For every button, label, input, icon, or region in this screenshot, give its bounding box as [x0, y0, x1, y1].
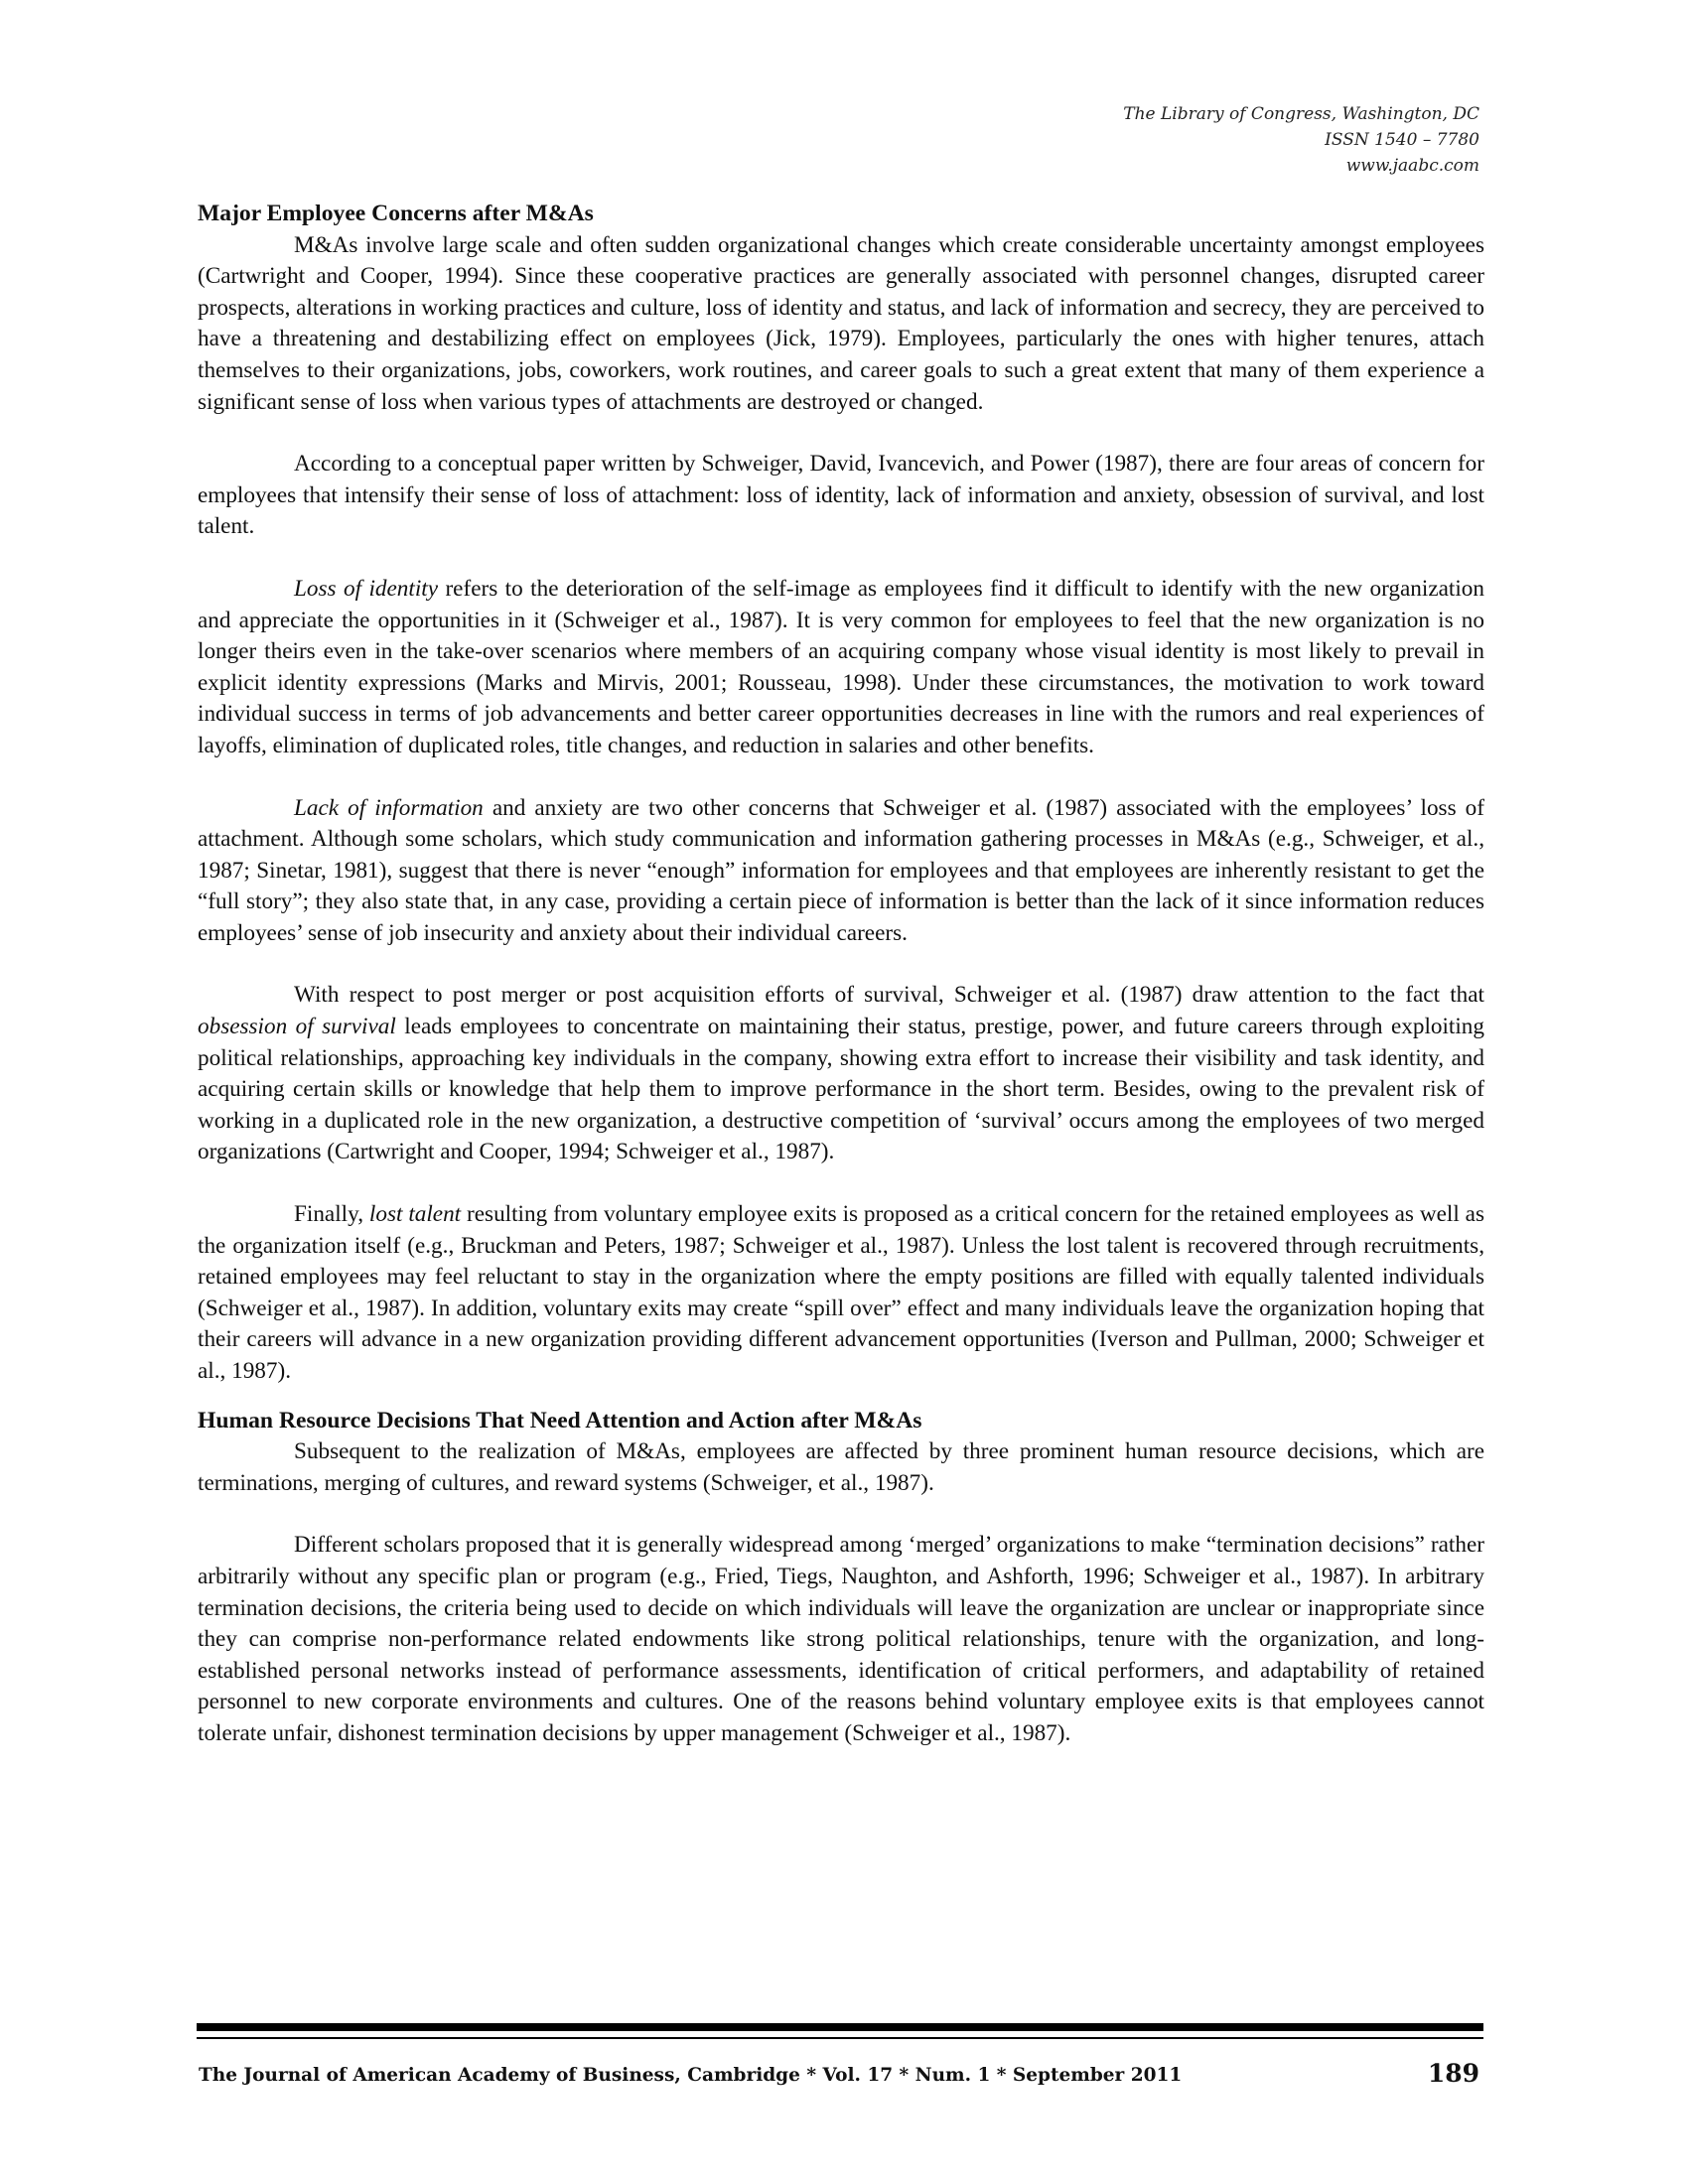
paragraph-text: Finally,: [294, 1201, 369, 1228]
italic-term: obsession of survival: [198, 1014, 396, 1040]
footer-journal-citation: The Journal of American Academy of Business, Cambridge * Vol. 17 * Num. 1 * September 2011: [199, 2065, 1183, 2086]
italic-term: Lack of information: [294, 794, 484, 821]
italic-term: Loss of identity: [294, 575, 439, 602]
paragraph-text: With respect to post merger or post acquisition efforts of survival, Schweiger et al. (1987) draw attention to the fact that: [294, 982, 1484, 1009]
footer-rule-thin: [197, 2037, 1483, 2039]
paragraph: Subsequent to the realization of M&As, employees are affected by three prominent human resource decisions, which are terminations, merging of cultures, and reward systems (Schweiger, et al., 1987).: [198, 1438, 1484, 1496]
paragraph: [198, 574, 1484, 762]
section-heading-hr-decisions: Human Resource Decisions That Need Attention and Action after M&As: [198, 1407, 922, 1433]
italic-term: lost talent: [368, 1201, 462, 1228]
running-header: [1123, 101, 1479, 179]
paragraph: M&As involve large scale and often sudden organizational changes which create considerable uncertainty amongst employees (Cartwright and Cooper, 1994). Since these cooperative practices are generally associated with personnel changes, disrupted career prospects, alterations in working practices and culture, loss of identity and status, and lack of information and secrecy, they are perceived to have a threatening and destabilizing effect on employees (Jick, 1979). Employees, particularly the ones with higher tenures, attach themselves to their organizations, jobs, coworkers, work routines, and career goals to such a great extent that many of them experience a significant sense of loss when various types of attachments are destroyed or changed.: [198, 231, 1484, 415]
paragraph-text: and anxiety are two other concerns that Schweiger et al. (1987) associated with the employees’ loss of attachment. Although some scholars, which study communication and information gathering processes in M&As (e.g., Schweiger, et al., 1987; Sinetar, 1981), suggest that there is never “enough” information for employees and that employees are inherently resistant to get the “full story”; they also state that, in any case, providing a certain piece of information is better than the lack of it since information reduces employees’ sense of job insecurity and anxiety about their individual careers.: [198, 794, 1484, 946]
header-line-publisher: The Library of Congress, Washington, DC: [1123, 104, 1479, 124]
paragraph-text: refers to the deterioration of the self-image as employees find it difficult to identify with the new organization and appreciate the opportunities in it (Schweiger et al., 1987). It is very common for employees to feel that the new organization is no longer theirs even in the take-over scenarios where members of an acquiring company whose visual identity is most likely to prevail in explicit identity expressions (Marks and Mirvis, 2001; Rousseau, 1998). Under these circumstances, the motivation to work toward individual success in terms of job advancements and better career opportunities decreases in line with the rumors and real experiences of layoffs, elimination of duplicated roles, title changes, and reduction in salaries and other benefits.: [198, 575, 1484, 758]
paragraph: [198, 793, 1484, 950]
body-text: [198, 199, 1484, 1750]
paragraph-text: resulting from voluntary employee exits is proposed as a critical concern for the retained employees as well as the organization itself (e.g., Bruckman and Peters, 1987; Schweiger et al., 1987). Unless the lost talent is recovered through recruitments, retained employees may feel reluctant to stay in the organization where the empty positions are filled with equally talented individuals (Schweiger et al., 1987). In addition, voluntary exits may create “spill over” effect and many individuals leave the organization hoping that their careers will advance in a new organization providing different advancement opportunities (Iverson and Pullman, 2000; Schweiger et al., 1987).: [198, 1201, 1484, 1384]
paragraph: According to a conceptual paper written by Schweiger, David, Ivancevich, and Power (1987), there are four areas of concern for employees that intensify their sense of loss of attachment: loss of identity, lack of information and anxiety, obsession of survival, and lost talent.: [198, 451, 1484, 540]
header-line-issn: ISSN 1540 – 7780: [1325, 130, 1479, 150]
section-heading-employee-concerns: Major Employee Concerns after M&As: [198, 201, 594, 226]
header-line-website: www.jaabc.com: [1345, 156, 1479, 176]
paragraph: [198, 1199, 1484, 1388]
paragraph: Different scholars proposed that it is generally widespread among ‘merged’ organizations to make “termination decisions” rather arbitrarily without any specific plan or program (e.g., Fried, Tiegs, Naughton, and Ashforth, 1996; Schweiger et al., 1987). In arbitrary termination decisions, the criteria being used to decide on which individuals will leave the organization are unclear or inappropriate since they can comprise non-performance related endowments like strong political relationships, tenure with the organization, and long-established personal networks instead of performance assessments, identification of critical performers, and adaptability of retained personnel to new corporate environments and cultures. One of the reasons behind voluntary employee exits is that employees cannot tolerate unfair, dishonest termination decisions by upper management (Schweiger et al., 1987).: [198, 1532, 1484, 1746]
paragraph-text: leads employees to concentrate on maintaining their status, prestige, power, and future careers through exploiting political relationships, approaching key individuals in the company, showing extra effort to increase their visibility and task identity, and acquiring certain skills or knowledge that help them to improve performance in the short term. Besides, owing to the prevalent risk of working in a duplicated role in the new organization, a destructive competition of ‘survival’ occurs among the employees of two merged organizations (Cartwright and Cooper, 1994; Schweiger et al., 1987).: [198, 1014, 1484, 1165]
paragraph: [198, 980, 1484, 1168]
page-number: 189: [1427, 2059, 1479, 2088]
footer-rule-thick: [197, 2023, 1483, 2031]
